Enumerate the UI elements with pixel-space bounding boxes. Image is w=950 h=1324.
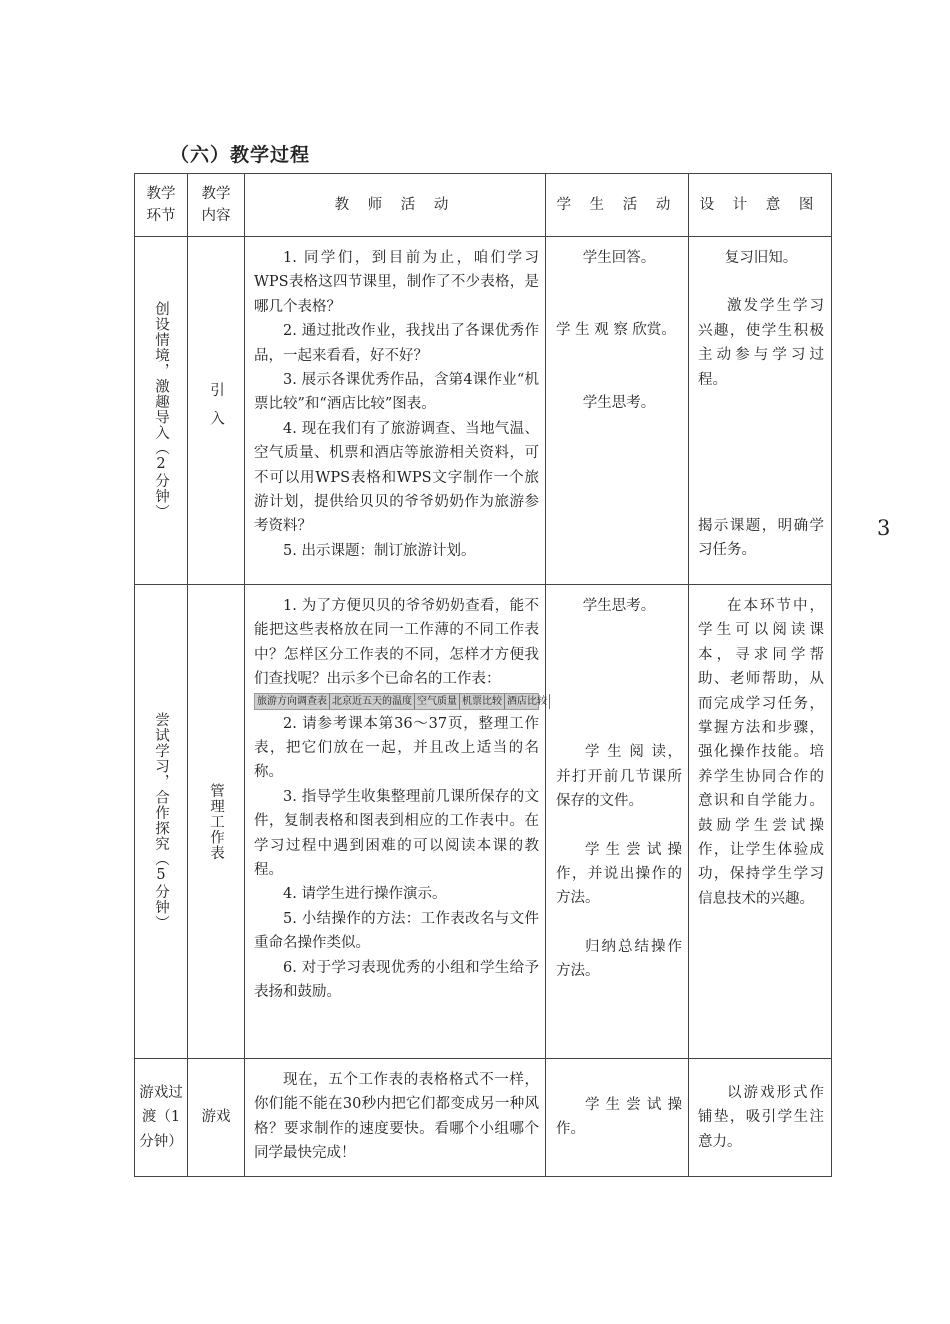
stage-cell bbox=[135, 585, 188, 1059]
design-intent: 在本环节中，学生可以阅读课本，寻求同学帮助、老师帮助，从而完成学习任务，掌握方法和步骤，强化操作技能。培养学生协同合作的意识和自学能力。鼓励学生尝试操作，让学生体验成功，保持学生学习信息技术的兴趣。 bbox=[698, 598, 824, 907]
student-activity: 学 生 观 察 欣赏。 bbox=[556, 322, 676, 339]
teacher-step: 2. 请参考课本第36～37页，整理工作表，把它们放在一起，并且改上适当的名称。 bbox=[254, 715, 539, 781]
teacher-activity-cell bbox=[245, 585, 546, 1059]
table-header-row bbox=[135, 174, 832, 237]
teacher-step: 5. 小结操作的方法：工作表改名与文件重命名操作类似。 bbox=[254, 910, 539, 952]
student-activity-cell bbox=[546, 237, 689, 585]
design-intent: 以游戏形式作铺垫，吸引学生注意力。 bbox=[698, 1084, 824, 1150]
stage-cell bbox=[135, 237, 188, 585]
design-intent-cell bbox=[689, 1059, 832, 1177]
teacher-step: 1. 同学们，到目前为止，咱们学习WPS表格这四节课里，制作了不少表格，是哪几个表格？ bbox=[254, 250, 539, 315]
teacher-step: 1. 为了方便贝贝的爷爷奶奶查看，能不能把这些表格放在同一工作薄的不同工作表中？怎样区分工作表的不同，怎样才方便我们查找呢？出示多个已命名的工作表： bbox=[254, 598, 539, 688]
teacher-step: 3. 展示各课优秀作品，含第4课作业“机票比较”和“酒店比较”图表。 bbox=[254, 372, 539, 413]
worksheet-tabs-image bbox=[254, 693, 547, 710]
page-number: 3 bbox=[877, 516, 891, 540]
teacher-step: 3. 指导学生收集整理前几课所保存的文件，复制表格和图表到相应的工作表中。在学习过程中遇到困难的可以阅读本课的教程。 bbox=[254, 788, 539, 879]
design-intent-cell bbox=[689, 585, 832, 1059]
content-text: 管理工作表 bbox=[208, 782, 224, 861]
header-stage-line2: 环节 bbox=[146, 208, 176, 224]
header-student-activity: 学 生 活 动 bbox=[546, 174, 689, 237]
header-design-intent: 设 计 意 图 bbox=[689, 174, 832, 237]
student-activity: 学生回答。 bbox=[582, 250, 656, 266]
design-intent: 揭示课题，明确学习任务。 bbox=[698, 518, 824, 559]
student-activity-cell bbox=[546, 585, 689, 1059]
stage-cell bbox=[135, 1059, 188, 1177]
worksheet-tab: 北京近五天的温度 bbox=[330, 694, 415, 709]
student-activity: 学生思考。 bbox=[582, 598, 656, 614]
worksheet-tab: 酒店比较 bbox=[505, 694, 550, 709]
teacher-activity-cell bbox=[245, 1059, 546, 1177]
teacher-step: 6. 对于学习表现优秀的小组和学生给予表扬和鼓励。 bbox=[254, 959, 539, 1001]
content-cell bbox=[188, 585, 245, 1059]
student-activity: 学 生 阅 读，并打开前几节课所保存的文件。 bbox=[556, 744, 682, 810]
student-activity: 学 生 尝 试 操作。 bbox=[556, 1096, 682, 1138]
content-cell bbox=[188, 237, 245, 585]
design-intent: 复习旧知。 bbox=[724, 250, 798, 266]
student-activity: 学 生 尝 试 操 作，并说出操作的方法。 bbox=[556, 841, 682, 907]
design-intent: 激发学生学习兴趣，使学生积极主动参与学习过程。 bbox=[698, 298, 824, 388]
section-title: （六）教学过程 bbox=[170, 144, 311, 166]
content-text: 引入 bbox=[208, 382, 224, 439]
student-activity-cell bbox=[546, 1059, 689, 1177]
teacher-step: 4. 请学生进行操作演示。 bbox=[283, 886, 447, 903]
table-row bbox=[135, 585, 832, 1059]
stage-text: 创设情境，激趣导入（2分钟） bbox=[153, 301, 169, 520]
stage-text: 尝试学习，合作探究（5分钟） bbox=[153, 712, 169, 931]
worksheet-tab: 空气质量 bbox=[415, 694, 460, 709]
teacher-activity-cell bbox=[245, 237, 546, 585]
teacher-step: 4. 现在我们有了旅游调查、当地气温、空气质量、机票和酒店等旅游相关资料，可不可以用WPS表格和WPS文字制作一个旅游计划，提供给贝贝的爷爷奶奶作为旅游参考资料？ bbox=[254, 420, 539, 535]
student-activity: 学生思考。 bbox=[582, 394, 656, 411]
teaching-process-table bbox=[134, 173, 832, 1177]
teacher-step: 5. 出示课题：制订旅游计划。 bbox=[283, 542, 476, 559]
worksheet-tab: 机票比较 bbox=[460, 694, 505, 709]
header-content bbox=[188, 174, 245, 237]
teacher-step: 2. 通过批改作业，我找出了各课优秀作品，一起来看看，好不好？ bbox=[254, 323, 539, 364]
worksheet-tab: 旅游方向调查表 bbox=[255, 694, 330, 709]
student-activity: 归纳总结操作方法。 bbox=[556, 938, 682, 980]
stage-text: 游戏过渡（1分钟） bbox=[139, 1084, 183, 1150]
header-content-line1: 教学 bbox=[201, 186, 231, 202]
design-intent-cell bbox=[689, 237, 832, 585]
content-text: 游戏 bbox=[201, 1109, 231, 1126]
content-cell bbox=[188, 1059, 245, 1177]
header-stage-line1: 教学 bbox=[146, 186, 176, 202]
header-content-line2: 内容 bbox=[201, 208, 231, 224]
table-row bbox=[135, 237, 832, 585]
header-teacher-activity: 教 师 活 动 bbox=[245, 174, 546, 237]
table-row bbox=[135, 1059, 832, 1177]
teacher-step: 现在，五个工作表的表格格式不一样，你们能不能在30秒内把它们都变成另一种风格？要求制作的速度要快。看哪个小组哪个同学最快完成！ bbox=[254, 1072, 539, 1162]
header-stage bbox=[135, 174, 188, 237]
